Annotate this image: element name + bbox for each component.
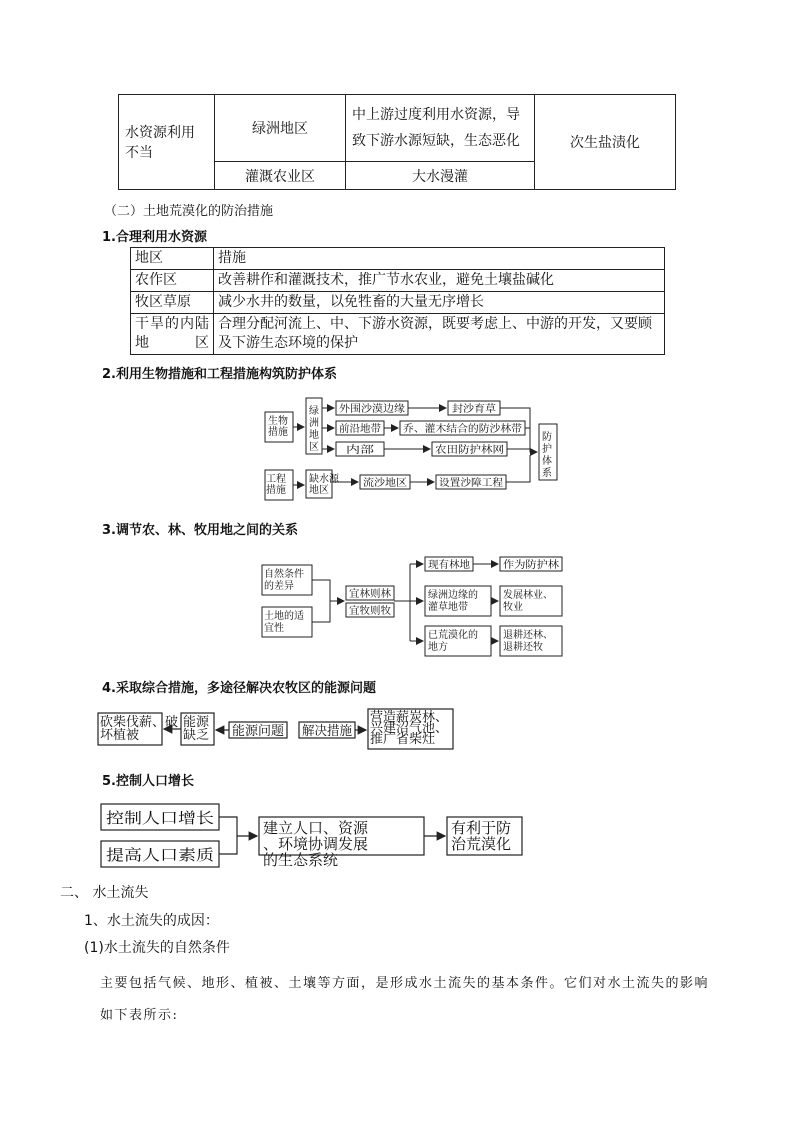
cell-text: 水资源利用不当	[125, 125, 195, 161]
bio-label: 生物措施	[268, 416, 288, 438]
part2-sub2: (1)水土流失的自然条件	[84, 940, 230, 956]
eng-label: 工程措施	[266, 474, 286, 496]
header-measure: 措施	[214, 248, 665, 270]
s3-title: 3.调节农、林、牧用地之间的关系	[102, 523, 298, 538]
forest-belt-label: 乔、灌木结合的防沙林带	[403, 424, 513, 435]
pasture-ok-label: 宜牧则牧	[349, 606, 389, 617]
row-region: 农作区	[131, 270, 214, 292]
system-label: 防护体系	[542, 432, 552, 479]
row-region: 干旱的内陆地区	[131, 314, 214, 355]
cell-text: 绿洲地区	[252, 121, 308, 137]
seal-label: 封沙育草	[452, 404, 492, 415]
oasis-label: 绿洲地区	[309, 406, 319, 453]
s2-title: 2.利用生物措施和工程措施构筑防护体系	[102, 367, 337, 382]
row-measure: 合理分配河流上、中、下游水资源，既要考虑上、中游的开发，又要顾及下游生态环境的保护	[214, 314, 665, 355]
as-shelter-label: 作为防护林	[503, 560, 553, 571]
farm-net-label: 农田防护林网	[435, 445, 495, 456]
solution-label: 解决措施	[302, 724, 355, 739]
barrier-label: 设置沙障工程	[439, 478, 499, 489]
forest-ok-label: 宜林则林	[349, 589, 389, 600]
control-label: 控制人口增长	[106, 809, 214, 827]
part2-paragraph: 主要包括气候、地形、植被、土壤等方面，是形成水土流失的基本条件。它们对水土流失的影响如下表所示:	[100, 976, 710, 1023]
quality-label: 提高人口素质	[106, 846, 214, 864]
cell-text: 中上游过度利用水资源，导致下游水源短缺，生态恶化	[352, 107, 520, 149]
suitability-label: 土地的适宜性	[264, 611, 304, 634]
return-label: 退耕还林、退耕还牧	[503, 630, 553, 653]
cell-text: 大水漫灌	[412, 168, 468, 185]
row-measure: 改善耕作和灌溉技术，推广节水农业，避免土壤盐碱化	[214, 270, 665, 292]
s1-title: 1.合理利用水资源	[102, 230, 207, 245]
inner-label: 内部	[346, 445, 366, 456]
develop-label: 发展林业、牧业	[503, 590, 553, 613]
cell-text: 次生盐渍化	[570, 135, 640, 151]
sand-flow-label: 流沙地区	[363, 478, 403, 489]
header-region: 地区	[131, 248, 214, 270]
benefit-label: 有利于防治荒漠化	[451, 819, 512, 853]
row-region: 牧区草原	[131, 292, 214, 314]
existing-label: 现有林地	[428, 560, 468, 571]
part2-title: 二、 水土流失	[60, 885, 149, 901]
section-title: （二）土地荒漠化的防治措施	[104, 204, 274, 219]
build-label: 建立人口、资源、环境协调发展的生态系统	[263, 819, 369, 869]
row-measure: 减少水井的数量，以免牲畜的大量无序增长	[214, 292, 665, 314]
part2-sub1: 1、水土流失的成因：	[84, 913, 219, 929]
front-label: 前沿地带	[339, 424, 379, 435]
cut-label: 砍柴伐薪、破坏植被	[100, 715, 179, 743]
s4-title: 4.采取综合措施，多途径解决农牧区的能源问题	[102, 681, 376, 696]
measures-label: 营造薪炭林、兴建沼气池、推广省柴灶	[370, 710, 449, 747]
cell-text: 灌溉农业区	[245, 168, 315, 185]
natural-label: 自然条件的差异	[264, 569, 304, 592]
problem-label: 能源问题	[232, 724, 285, 739]
shortage-label: 能源缺乏	[183, 715, 210, 743]
oasis-edge-label: 绿洲边缘的灌草地带	[428, 590, 478, 613]
s5-title: 5.控制人口增长	[102, 774, 194, 789]
outer-label: 外围沙漠边缘	[339, 404, 399, 415]
desertified-label: 已荒漠化的地方	[428, 630, 478, 653]
water-short-label: 缺水源地区	[309, 474, 339, 496]
